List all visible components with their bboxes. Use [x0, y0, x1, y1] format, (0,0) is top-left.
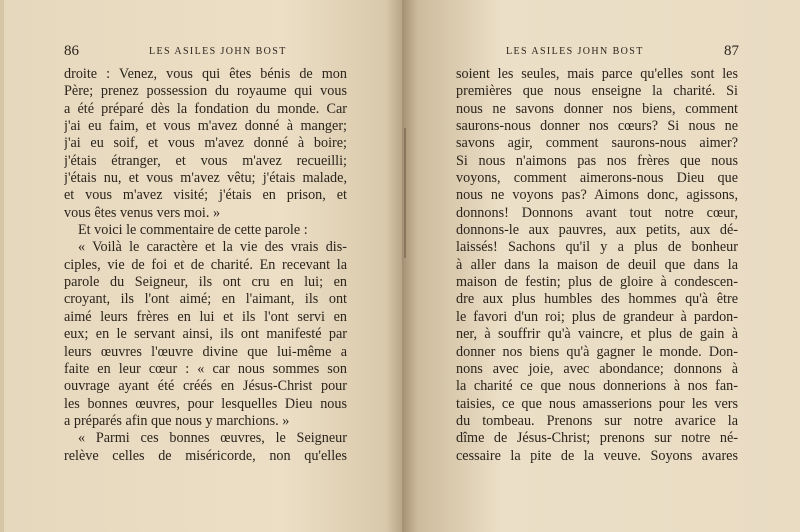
text-line: j'étais nu, et vous m'avez vêtu; j'étais malade, [64, 170, 347, 187]
text-line: donnons-le aux pauvres, aux petits, aux dé- [456, 222, 738, 239]
text-line: premières que nous enseigne la charité. Si [456, 83, 738, 100]
text-line: nous ne savons donner nos biens, comment [456, 100, 738, 117]
text-line: voyons, comment aimerons-nous Dieu que [456, 170, 738, 187]
text-line: la charité ce que nous donnerions à nos fan- [456, 378, 738, 395]
text-line: j'ai eu faim, et vous m'avez donné à manger; [64, 118, 347, 135]
text-line: « Parmi ces bonnes œuvres, le Seigneur [78, 430, 347, 447]
text-line: croyant, ils l'ont aimé; en l'aimant, ils ont [64, 291, 347, 308]
text-line: savons agir, comment saurons-nous aimer? [456, 135, 738, 152]
text-line: nons avec joie, avec abondance; donnons à [456, 360, 738, 377]
gutter-thread [404, 128, 406, 258]
text-line: eux; en le servant ainsi, ils ont manifesté par [64, 326, 347, 343]
text-line: saurons-nous donner nos cœurs? Si nous ne [456, 118, 738, 135]
text-line: faite en leur cœur : « car nous sommes son [64, 360, 347, 377]
text-line: relève celles de miséricorde, non qu'elles [64, 447, 347, 464]
text-line: cessaire la pite de la veuve. Soyons avares [456, 447, 738, 464]
text-line: laissés! Sachons qu'il y a plus de bonheur [456, 239, 738, 256]
text-line: le favori d'un roi; plus de grandeur à pardon- [456, 308, 738, 325]
page-number-left: 86 [64, 43, 79, 59]
text-line: du tombeau. Prenons sur notre avarice la [456, 412, 738, 429]
page-number-right: 87 [724, 43, 739, 59]
text-line: et vous m'avez visité; j'étais en prison, et [64, 187, 347, 204]
text-line: Père; prenez possession du royaume qui vous [64, 83, 347, 100]
text-line: nous ne voyons pas? Aimons donc, agissons, [456, 187, 738, 204]
text-line: « Voilà le caractère et la vie des vrais dis- [78, 239, 347, 256]
text-line: Si nous n'aimons pas nos frères que nous [456, 152, 738, 169]
text-line: a été préparé dès la fondation du monde. Car [64, 100, 347, 117]
text-line: ner, à souffrir qu'à vaincre, et plus de gain à [456, 326, 738, 343]
text-line: droite : Venez, vous qui êtes bénis de mon [64, 66, 347, 82]
text-line: maison de festin; plus de gloire à condescen- [456, 274, 738, 291]
text-line: ciples, vie de foi et de charité. En recevant la [64, 256, 347, 273]
text-line: a préparés afin que nous y marchions. » [64, 412, 290, 429]
text-line: donner nos biens qu'à gagner le monde. Don- [456, 343, 738, 360]
text-line: ouvrage ayant été créés en Jésus-Christ pour [64, 378, 347, 395]
right-page-text [456, 66, 738, 465]
text-line: dre aux plus humbles des hommes qu'à être [456, 291, 738, 308]
running-head-right: LES ASILES JOHN BOST [506, 46, 644, 57]
text-line: j'ai eu soif, et vous m'avez donné à boire; [64, 135, 347, 152]
text-line: à aller dans la maison de deuil que dans la [456, 256, 738, 273]
text-line: aimé leurs frères en lui et ils l'ont servi en [64, 308, 347, 325]
text-line: vous êtes venus vers moi. » [64, 204, 221, 221]
left-page-text [64, 66, 347, 465]
text-line: Et voici le commentaire de cette parole : [78, 222, 308, 239]
text-line: taisies, ce que nous amasserions pour les vers [456, 395, 738, 412]
right-page [402, 0, 800, 532]
text-line: dîme de Jésus-Christ; prenons sur notre né- [456, 430, 738, 447]
running-head-left: LES ASILES JOHN BOST [149, 46, 287, 57]
text-line: les bonnes œuvres, pour lesquelles Dieu nous [64, 395, 347, 412]
text-line: leurs œuvres l'œuvre divine que lui-même a [64, 343, 347, 360]
text-line: soient les seules, mais parce qu'elles sont les [456, 66, 738, 82]
text-line: parole du Seigneur, ils ont cru en lui; en [64, 274, 347, 291]
text-line: j'étais étranger, et vous m'avez recueilli; [64, 152, 347, 169]
text-line: donnons! Donnons avant tout notre cœur, [456, 204, 738, 221]
